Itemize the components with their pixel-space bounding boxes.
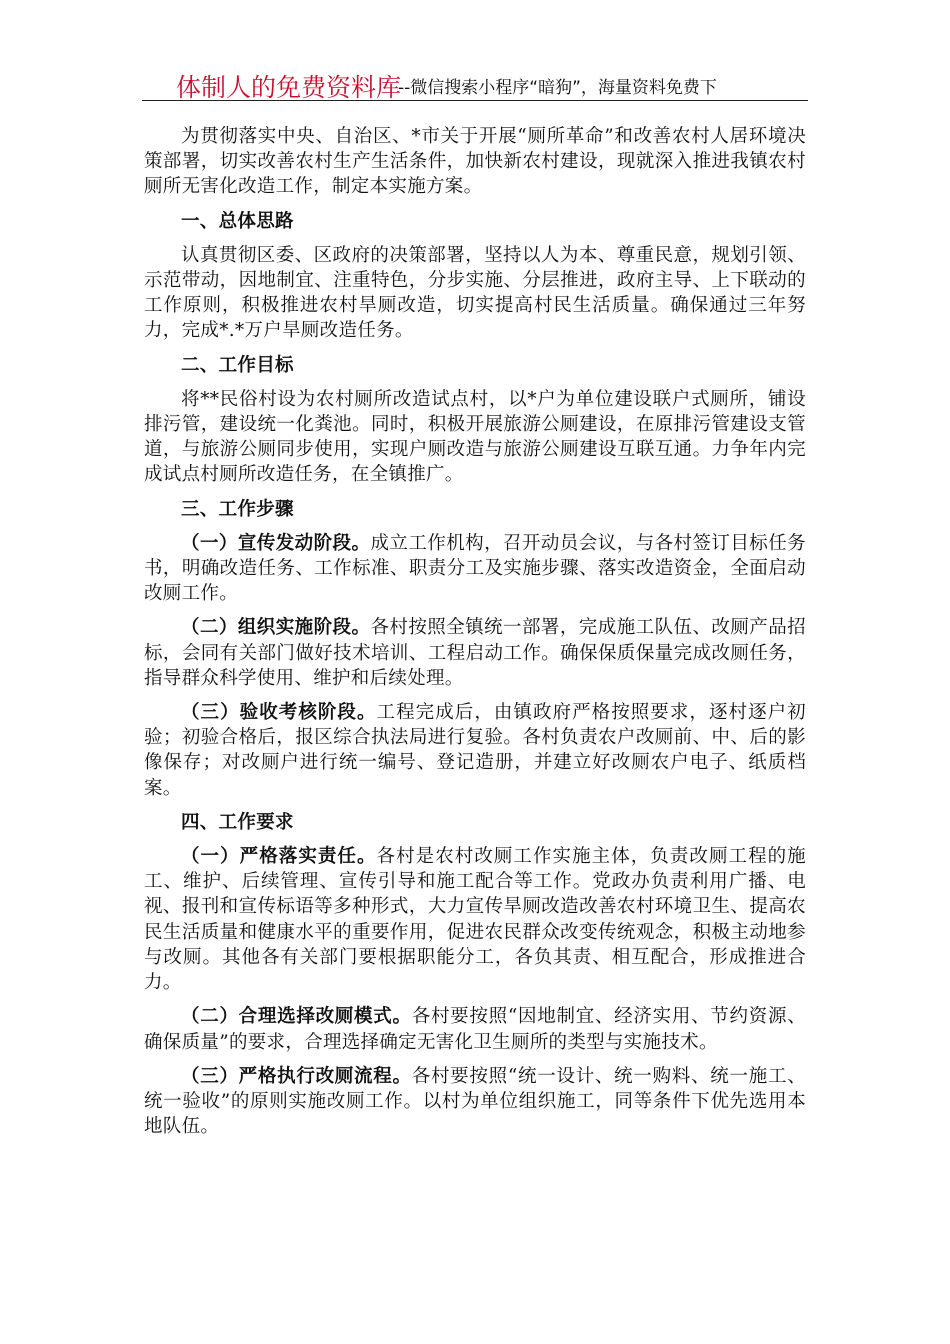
steps-item-text: 各村按照全镇统一部署，完成施工队伍、改厕产品招标，会同有关部门做好技术培训、工程启动工作。确保保质保量完成改厕任务，指导群众科学使用、维护和后续处理。 [144, 617, 806, 689]
steps-item-text: 工程完成后，由镇政府严格按照要求，逐村逐户初验；初验合格后，报区综合执法局进行复验。各村负责农户改厕前、中、后的影像保存；对改厕户进行统一编号、登记造册，并建立好改厕农户电子、纸质档案。 [144, 702, 806, 799]
requirements-item-text: 各村要按照“统一设计、统一购料、统一施工、统一验收”的原则实施改厕工作。以村为单位组织施工，同等条件下优先选用本地队伍。 [144, 1065, 806, 1138]
steps-item-lead: （二）组织实施阶段。 [181, 617, 371, 639]
intro-paragraph: 为贯彻落实中央、自治区、*市关于开展“厕所革命”和改善农村人居环境决策部署，切实改善农村生产生活条件，加快新农村建设，现就深入推进我镇农村厕所无害化改造工作，制定本实施方案。 [144, 126, 806, 198]
steps-item [144, 531, 806, 607]
steps-item [144, 700, 806, 801]
requirements-item-text: 各村是农村改厕工作实施主体，负责改厕工程的施工、维护、后续管理、宣传引导和施工配合等工作。党政办负责利用广播、电视、报刊和宣传标语等多种形式，大力宣传旱厕改造改善农村环境卫生、提高农民生活质量和健康水平的重要作用，促进农民群众改变传统观念，积极主动地参与改厕。其他各有关部门要根据职能分工，各负其责、相互配合，形成推进合力。 [144, 846, 806, 994]
section-paragraph-goals: 将**民俗村设为农村厕所改造试点村，以*户为单位建设联户式厕所，铺设排污管，建设统一化粪池。同时，积极开展旅游公厕建设，在原排污管建设支管道，与旅游公厕同步使用，实现户厕改造与旅游公厕建设互联互通。力争年内完成试点村厕所改造任务，在全镇推广。 [144, 388, 806, 486]
requirements-item-lead: （二）合理选择改厕模式。 [181, 1006, 412, 1028]
requirements-item-text: 各村要按照“因地制宜、经济实用、节约资源、确保质量”的要求，合理选择确定无害化卫生厕所的类型与实施技术。 [144, 1006, 806, 1053]
header-tagline: --微信搜索小程序“暗狗”，海量资料免费下 [398, 78, 717, 98]
steps-item [144, 615, 806, 691]
requirements-item-lead: （三）严格执行改厕流程。 [181, 1065, 412, 1087]
section-heading-goals: 二、工作目标 [181, 354, 294, 376]
document-body [144, 124, 806, 1148]
requirements-item [144, 844, 806, 995]
section-heading-steps: 三、工作步骤 [181, 498, 294, 520]
requirements-item-lead: （一）严格落实责任。 [181, 846, 377, 868]
steps-item-lead: （三）验收考核阶段。 [181, 702, 377, 724]
section-paragraph-overall: 认真贯彻区委、区政府的决策部署，坚持以人为本、尊重民意，规划引领、示范带动，因地制宜、注重特色，分步实施、分层推进，政府主导、上下联动的工作原则，积极推进农村旱厕改造，切实提高村民生活质量。确保通过三年努力，完成*.*万户旱厕改造任务。 [144, 244, 806, 342]
section-heading-overall: 一、总体思路 [181, 210, 294, 232]
page-header [142, 66, 808, 101]
steps-item-text: 成立工作机构，召开动员会议，与各村签订目标任务书，明确改造任务、工作标准、职责分工及实施步骤、落实改造资金，全面启动改厕工作。 [144, 532, 806, 605]
section-heading-requirements: 四、工作要求 [181, 811, 294, 833]
header-brand: 体制人的免费资料库 [176, 73, 402, 101]
requirements-item [144, 1064, 806, 1140]
steps-item-lead: （一）宣传发动阶段。 [181, 532, 371, 554]
requirements-item [144, 1004, 806, 1054]
